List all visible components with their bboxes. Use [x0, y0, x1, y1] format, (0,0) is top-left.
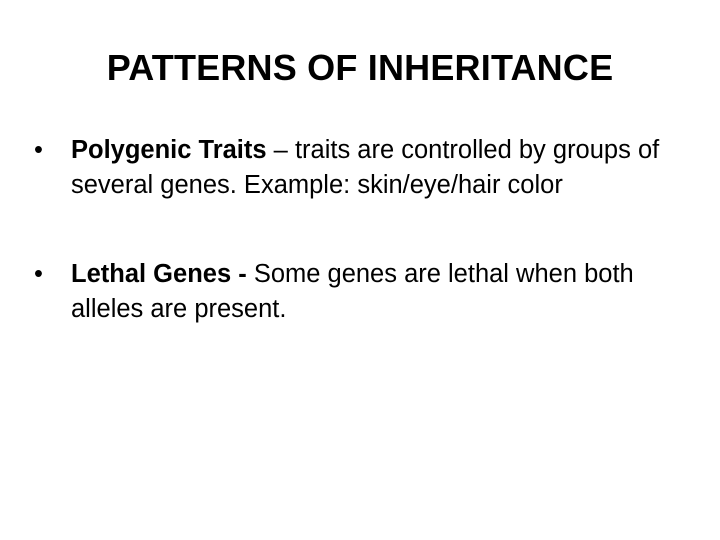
bullet-term: Polygenic Traits [71, 136, 267, 164]
bullet-lethal-genes [30, 257, 670, 327]
bullet-term: Lethal Genes - [71, 260, 247, 288]
bullet-separator [247, 260, 254, 288]
bullet-marker: • [34, 260, 43, 288]
bullet-polygenic-traits [30, 133, 670, 203]
bullet-text: Some genes are lethal when both alleles are present. [71, 260, 634, 323]
bullet-separator: – [266, 136, 295, 164]
bullet-list [30, 133, 670, 327]
bullet-marker: • [34, 136, 43, 164]
bullet-text: traits are controlled by groups of several genes. Example: skin/eye/hair color [71, 136, 660, 199]
slide-title: PATTERNS OF INHERITANCE [106, 47, 614, 88]
